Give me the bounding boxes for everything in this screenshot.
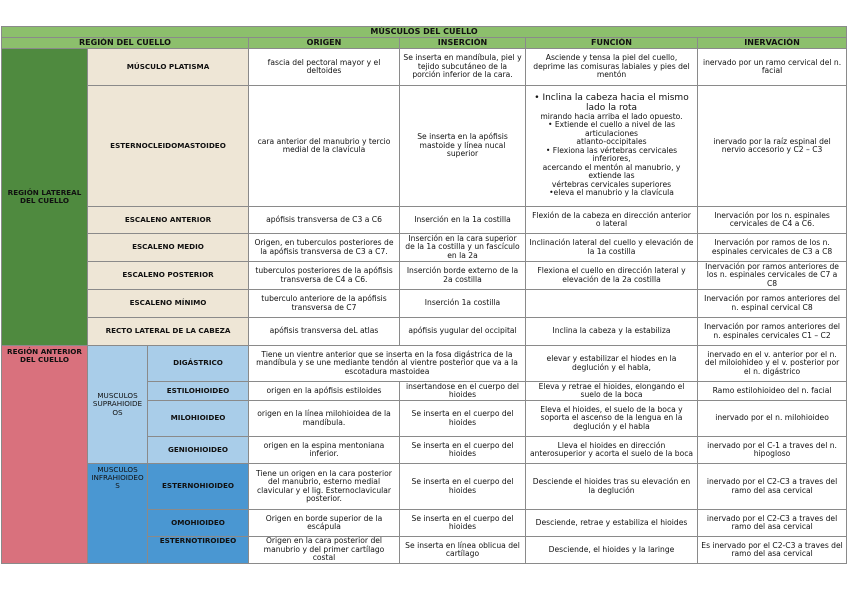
table-title: MÚSCULOS DEL CUELLO: [2, 27, 847, 38]
funcion-cell: Asciende y tensa la piel del cuello, deprime las comisuras labiales y pies del mentón: [526, 49, 698, 86]
muscle-name: ESTERNOCLEIDOMASTOIDEO: [88, 86, 249, 207]
funcion-list: [529, 94, 694, 198]
origen-cell: Origen, en tuberculos posteriores de la apófisis transversa de C3 a C7.: [249, 234, 400, 262]
muscle-name: OMOHIOIDEO: [148, 510, 249, 537]
insercion-cell: Inserción en la cara superior de la 1a costilla y un fascículo en la 2a: [400, 234, 526, 262]
funcion-line: vértebras cervicales superiores: [551, 179, 672, 189]
origen-cell: Origen en la cara posterior del manubrio y del primer cartílago costal: [249, 537, 400, 564]
group-infrahioideos-label: MUSCULOS INFRAHIOIDEO S: [88, 464, 148, 564]
funcion-cell: Flexión de la cabeza en dirección anterior o lateral: [526, 207, 698, 234]
funcion-cell: Desciende el hioides tras su elevación en la deglución: [526, 464, 698, 510]
funcion-line: acercando el mentón al manubrio, y extiende las: [542, 162, 681, 181]
funcion-cell: [526, 290, 698, 318]
insercion-cell: Inserción borde externo de la 2a costilla: [400, 262, 526, 290]
origen-cell: apófisis transversa de C3 a C6: [249, 207, 400, 234]
insercion-cell: Se inserta en el cuerpo del hioides: [400, 401, 526, 437]
origen-cell: cara anterior del manubrio y tercio medial de la clavícula: [249, 86, 400, 207]
funcion-line: • Flexiona las vértebras cervicales inferiores,: [545, 145, 678, 164]
inervacion-cell: inervado por el C2-C3 a traves del ramo del asa cervical: [698, 510, 847, 537]
insercion-cell: Se inserta en mandíbula, piel y tejido subcutáneo de la porción inferior de la cara.: [400, 49, 526, 86]
muscle-name: ESCALENO MÍNIMO: [88, 290, 249, 318]
inervacion-cell: Inervación por los n. espinales cervicales de C4 a C6.: [698, 207, 847, 234]
inervacion-cell: inervado por el n. milohioideo: [698, 401, 847, 437]
funcion-cell: Inclina la cabeza y la estabiliza: [526, 318, 698, 346]
origen-cell: apófisis transversa deL atlas: [249, 318, 400, 346]
funcion-line: •eleva el manubrio y la clavícula: [549, 188, 674, 198]
table-row: [2, 290, 847, 318]
inervacion-cell: Inervación por ramos de los n. espinales cervicales de C3 a C8: [698, 234, 847, 262]
header-funcion: FUNCIÓN: [526, 38, 698, 49]
muscle-name: GENIOHIOIDEO: [148, 437, 249, 464]
origen-cell: Tiene un origen en la cara posterior del manubrio, esterno medial clavicular y el lig. Esternoclavicular posterior.: [249, 464, 400, 510]
table-row: [2, 262, 847, 290]
table-row: [2, 234, 847, 262]
funcion-cell: elevar y estabilizar el hiodes en la deglución y el habla,: [526, 346, 698, 382]
table-row: [2, 207, 847, 234]
origen-cell: origen en la línea milohioidea de la mandíbula.: [249, 401, 400, 437]
header-region: REGIÓN DEL CUELLO: [2, 38, 249, 49]
muscle-name: MILOHIOIDEO: [148, 401, 249, 437]
origen-cell: origen en la apófisis estiloides: [249, 382, 400, 401]
funcion-line: • Inclina la cabeza hacia el mismo lado la rota: [529, 94, 694, 113]
funcion-line: mirando hacia arriba el lado opuesto.: [540, 111, 683, 121]
muscle-name: RECTO LATERAL DE LA CABEZA: [88, 318, 249, 346]
origen-cell: tuberculo anteriore de la apófisis transversa de C7: [249, 290, 400, 318]
inervacion-cell: inervado por el C-1 a traves del n. hipogloso: [698, 437, 847, 464]
muscle-name: MÚSCULO PLATISMA: [88, 49, 249, 86]
funcion-cell: Lleva el hioides en dirección anterosuperior y acorta el suelo de la boca: [526, 437, 698, 464]
inervacion-cell: Ramo estilohioideo del n. facial: [698, 382, 847, 401]
insercion-cell: insertandose en el cuerpo del hioides: [400, 382, 526, 401]
origen-insercion-cell: Tiene un vientre anterior que se inserta en la fosa digástrica de la mandíbula y se une mediante tendón al vientre posterior que va a la escotadura mastoidea: [249, 346, 526, 382]
insercion-cell: Se inserta en el cuerpo del hioides: [400, 464, 526, 510]
funcion-cell: Flexiona el cuello en dirección lateral y elevación de la 2a costilla: [526, 262, 698, 290]
muscle-name: DIGÁSTRICO: [148, 346, 249, 382]
muscle-name: ESTILOHIOIDEO: [148, 382, 249, 401]
inervacion-cell: inervado por la raíz espinal del nervio accesorio y C2 – C3: [698, 86, 847, 207]
table-row: [2, 49, 847, 86]
header-origen: ORIGEN: [249, 38, 400, 49]
inervacion-cell: inervado por el C2-C3 a traves del ramo del asa cervical: [698, 464, 847, 510]
table-row: [2, 318, 847, 346]
inervacion-cell: Inervación por ramos anteriores de los n. espinales cervicales de C7 a C8: [698, 262, 847, 290]
funcion-line: • Extiende el cuello a nivel de las articulaciones: [547, 120, 676, 138]
funcion-cell: Eleva y retrae el hioides, elongando el suelo de la boca: [526, 382, 698, 401]
muscles-table: [1, 26, 847, 564]
origen-cell: fascia del pectoral mayor y el deltoides: [249, 49, 400, 86]
funcion-cell: Eleva el hioides, el suelo de la boca y soporta el ascenso de la lengua en la deglución y el habla: [526, 401, 698, 437]
header-inervacion: INERVACIÓN: [698, 38, 847, 49]
insercion-cell: apófisis yugular del occipital: [400, 318, 526, 346]
funcion-cell: Desciende, retrae y estabiliza el hioides: [526, 510, 698, 537]
insercion-cell: Inserción 1a costilla: [400, 290, 526, 318]
insercion-cell: Se inserta en la apófisis mastoide y línea nucal superior: [400, 86, 526, 207]
muscle-name: ESCALENO ANTERIOR: [88, 207, 249, 234]
region-lateral-label: REGIÓN LATEREAL DEL CUELLO: [2, 49, 88, 346]
inervacion-cell: Es inervado por el C2-C3 a traves del ramo del asa cervical: [698, 537, 847, 564]
inervacion-cell: Inervación por ramos anteriores del n. espinal cervical C8: [698, 290, 847, 318]
funcion-cell: Inclinación lateral del cuello y elevación de la 1a costilla: [526, 234, 698, 262]
insercion-cell: Se inserta en el cuerpo del hioides: [400, 510, 526, 537]
insercion-cell: Se inserta en el cuerpo del hioides: [400, 437, 526, 464]
muscle-name: ESCALENO POSTERIOR: [88, 262, 249, 290]
insercion-cell: Inserción en la 1a costilla: [400, 207, 526, 234]
table-row: [2, 86, 847, 207]
funcion-cell: [526, 86, 698, 207]
muscle-name: ESTERNOHIOIDEO: [148, 464, 249, 510]
funcion-cell: Desciende, el hioides y la laringe: [526, 537, 698, 564]
inervacion-cell: Inervación por ramos anteriores del n. espinales cervicales C1 – C2: [698, 318, 847, 346]
group-suprahioideos-label: MUSCULOS SUPRAHIOIDE OS: [88, 346, 148, 464]
region-anterior-label: REGIÓN ANTERIOR DEL CUELLO: [2, 346, 88, 564]
table-row: [2, 346, 847, 382]
inervacion-cell: inervado por un ramo cervical del n. facial: [698, 49, 847, 86]
muscle-name: ESCALENO MEDIO: [88, 234, 249, 262]
header-insercion: INSERCIÓN: [400, 38, 526, 49]
origen-cell: origen en la espina mentoniana inferior.: [249, 437, 400, 464]
inervacion-cell: inervado en el v. anterior por el n. del miloiohideo y el v. posterior por el n. digástrico: [698, 346, 847, 382]
funcion-line: atlanto-occipitales: [576, 137, 647, 147]
origen-cell: Origen en borde superior de la escápula: [249, 510, 400, 537]
muscle-name: ESTERNOTIROIDEO: [148, 537, 249, 564]
table-row: [2, 464, 847, 510]
origen-cell: tuberculos posteriores de la apófisis transversa de C4 a C6.: [249, 262, 400, 290]
insercion-cell: Se inserta en línea oblicua del cartílago: [400, 537, 526, 564]
